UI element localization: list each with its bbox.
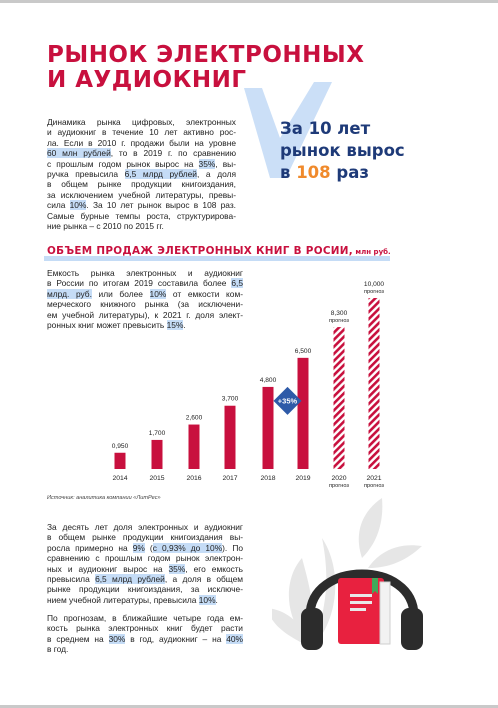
page-title-line-2: И АУДИОКНИГ — [47, 67, 247, 93]
text-run: ных и аудиокниг вырос на — [47, 563, 169, 574]
text-line — [47, 553, 243, 563]
highlighted-figure: с 0,93% до 10% — [152, 542, 223, 553]
text-run: или более — [91, 288, 150, 299]
x-tick-label: 2014 — [112, 475, 128, 482]
value-label: 1,700 — [148, 429, 166, 437]
highlighted-figure: 6,5 млрд рублей — [124, 169, 197, 180]
x-tick-sublabel: прогноз — [329, 483, 349, 489]
callout-number: 108 — [296, 163, 331, 182]
highlighted-figure: 40% — [226, 633, 243, 644]
value-label: 10,000 — [363, 281, 385, 288]
text-run: и аудиокниг в течение 10 лет активно рос- — [47, 127, 236, 138]
text-run: . — [183, 320, 186, 331]
text-run: . — [215, 594, 218, 605]
callout-suffix: раз — [330, 163, 369, 182]
text-line — [47, 634, 243, 644]
x-tick-sublabel: прогноз — [364, 483, 384, 489]
text-run: , его емкость — [185, 563, 243, 574]
text-run: ). По — [222, 542, 243, 553]
forecast-bar — [334, 327, 345, 469]
chart-section-title-text: ОБЪЕМ ПРОДАЖ ЭЛЕКТРОННЫХ КНИГ В РОСИИ, — [47, 245, 353, 257]
highlighted-figure: 10% — [69, 200, 87, 211]
text-line — [47, 574, 243, 584]
text-line — [47, 595, 243, 605]
text-line — [47, 532, 243, 542]
text-run: в год, аудиокниг – на — [125, 633, 227, 644]
text-line — [47, 644, 243, 654]
x-tick-label: 2016 — [186, 475, 202, 482]
text-run: от емкости ком- — [166, 288, 243, 299]
text-run: , а доля — [196, 169, 236, 180]
text-run: кость рынка электронных книг будет расти — [47, 623, 243, 634]
text-run: Динамика рынка цифровых, электронных — [47, 117, 236, 127]
text-run: в среднем на — [47, 633, 109, 644]
text-run: нием учебной литературы, превысила — [47, 594, 199, 605]
highlighted-figure: 10% — [198, 594, 216, 605]
text-run: сравнению с прошлым годом рынок электрон- — [47, 553, 243, 564]
page-title-line-1: РЫНОК ЭЛЕКТРОННЫХ — [47, 42, 365, 68]
text-run: рынке продукции книгоиздания, за исключе- — [47, 584, 243, 595]
text-line — [47, 623, 243, 633]
text-run: ние рынка – с 2010 по 2015 гг. — [47, 221, 164, 232]
text-run: мерческого книжного рынка (за исключени- — [47, 299, 243, 310]
highlighted-figure: 35% — [198, 158, 216, 169]
x-tick-label: 2015 — [149, 475, 165, 482]
highlighted-figure: 15% — [166, 320, 184, 331]
callout-line-2: рынок вырос — [280, 141, 405, 160]
text-run: ем учебной литературы), к 2021 г. доля элект- — [47, 309, 243, 320]
text-run: в год. — [47, 644, 69, 655]
highlighted-figure: 10% — [149, 288, 167, 299]
text-line — [47, 543, 243, 553]
value-label: 0,950 — [111, 442, 129, 450]
text-run: Самые бурные темпы роста, структурирова- — [47, 210, 236, 221]
forecast-bar — [369, 298, 380, 469]
text-run: Емкость рынка электронных и аудиокниг — [47, 268, 243, 278]
text-run: в общем рынке продукции книгоиздания, — [47, 179, 236, 190]
text-run: в России по итогам 2019 составила более — [47, 278, 232, 289]
text-run: за исключением учебной литературы, превы- — [47, 189, 236, 200]
highlighted-figure: 9% — [132, 542, 145, 553]
text-run: , вы- — [215, 158, 236, 169]
bar — [152, 440, 163, 469]
text-run: с прошлым годом рынок вырос на — [47, 158, 199, 169]
chart-source-note: Источник: аналитика компании «ЛитРес» — [47, 495, 161, 501]
x-tick-label: 2018 — [260, 475, 276, 482]
text-line — [47, 564, 243, 574]
highlighted-figure: 35% — [168, 563, 186, 574]
value-label: 3,700 — [221, 395, 239, 403]
text-run: ручка превысила — [47, 169, 125, 180]
text-line — [47, 613, 243, 623]
x-tick-label: 2017 — [222, 475, 238, 482]
value-label: 6,500 — [294, 347, 312, 355]
bar — [225, 406, 236, 469]
text-run: сила — [47, 200, 70, 211]
bar — [115, 453, 126, 469]
text-run: росла примерно на — [47, 542, 133, 553]
chart-section-unit: млн руб. — [353, 248, 391, 256]
forecast-paragraph — [47, 613, 243, 655]
decoration — [272, 498, 432, 673]
highlighted-figure: млрд. руб. — [47, 288, 92, 299]
bar — [189, 425, 200, 469]
callout-prefix: в — [280, 163, 297, 182]
value-label: 2,600 — [185, 414, 203, 422]
text-run: За десять лет доля электронных и аудиокниг — [47, 522, 243, 532]
text-run: в общем рынке продукции книгоиздания вы- — [47, 532, 243, 543]
x-tick-label: 2021 — [366, 475, 382, 482]
growth-badge-label: +35% — [277, 396, 298, 406]
text-line — [47, 584, 243, 594]
highlighted-figure: 30% — [108, 633, 126, 644]
text-run: ( — [144, 542, 153, 553]
highlighted-figure: 6,5 — [231, 278, 243, 289]
value-sublabel: прогноз — [364, 289, 384, 295]
bar — [263, 387, 274, 469]
value-label: 8,300 — [330, 310, 348, 318]
highlighted-figure: 6,5 млрд рублей — [95, 574, 165, 585]
bar — [298, 358, 309, 469]
highlighted-figure: 60 млн рублей — [47, 148, 111, 159]
share-paragraph — [47, 522, 243, 605]
x-tick-label: 2019 — [295, 475, 311, 482]
text-run: , а доля в общем — [164, 574, 244, 585]
value-label: 4,800 — [259, 376, 277, 384]
callout-line-1: За 10 лет — [280, 119, 371, 138]
text-run: , то в 2019 г. по сравнению — [110, 148, 236, 159]
value-sublabel: прогноз — [329, 318, 349, 325]
text-run: ронных книг может превысить — [47, 320, 167, 331]
x-tick-label: 2020 — [331, 475, 347, 482]
text-run: ла. Если в 2010 г. продажи были на уровне — [47, 137, 236, 148]
headphones-book-icon — [301, 574, 423, 650]
text-run: . За 10 лет рынок вырос в 108 раз. — [86, 200, 236, 211]
text-run: превысила — [47, 574, 96, 585]
text-run: По прогнозам, в ближайшие четыре года ем- — [47, 613, 243, 623]
text-line — [47, 522, 243, 532]
